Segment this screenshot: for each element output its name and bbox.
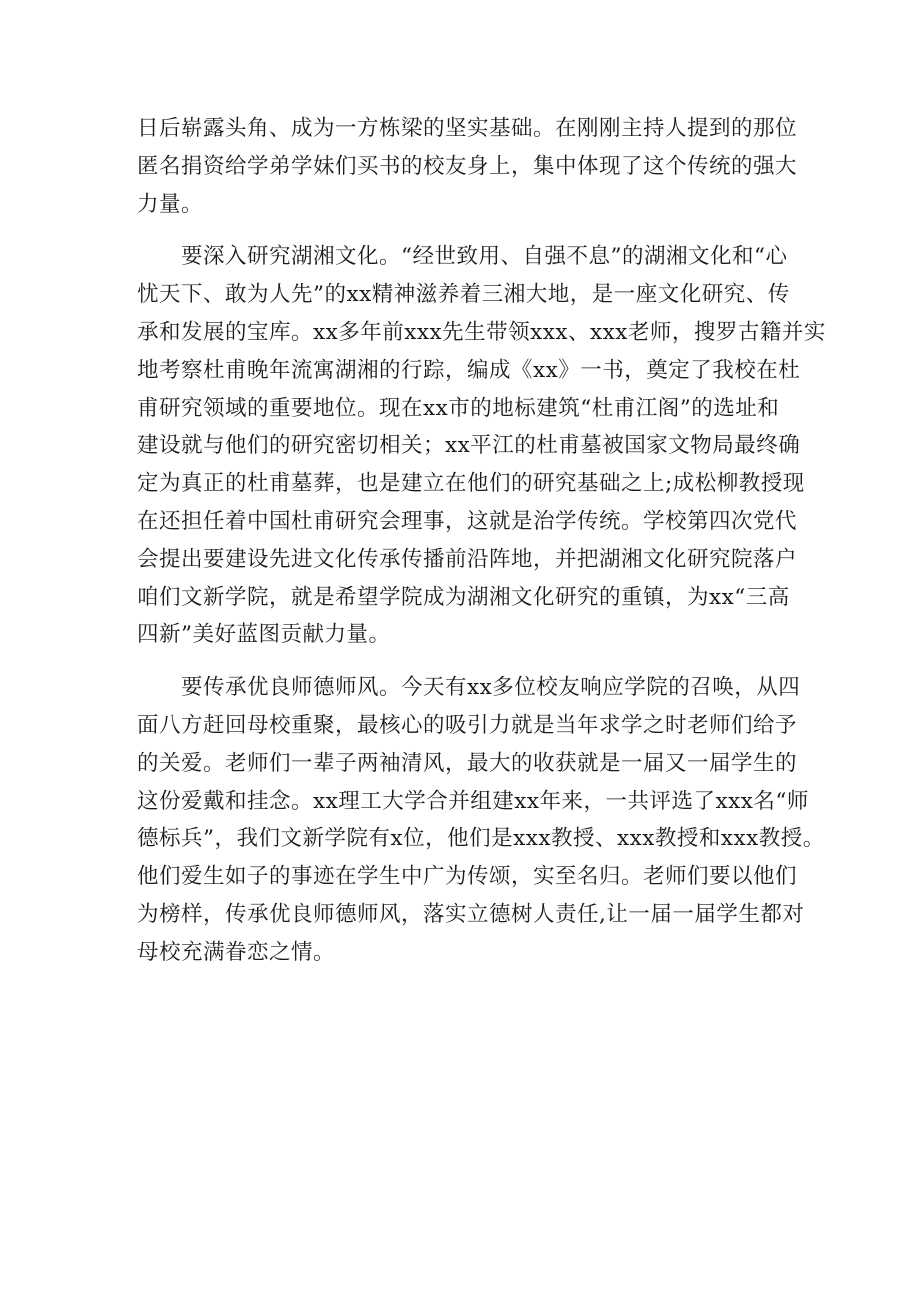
text-line: 甫研究领域的重要地位。现在xx市的地标建筑“杜甫江阁”的选址和: [137, 395, 780, 421]
text-line: 匿名捐资给学弟学妹们买书的校友身上，集中体现了这个传统的强大: [137, 153, 798, 179]
text-line: 承和发展的宝库。xx多年前xxx先生带领xxx、xxx老师，搜罗古籍并实: [137, 319, 826, 345]
paragraph-3: [137, 669, 825, 971]
text-line: 建设就与他们的研究密切相关；xx平江的杜甫墓被国家文物局最终确: [137, 433, 801, 459]
text-line: 这份爱戴和挂念。xx理工大学合并组建xx年来，一共评选了xxx名“师: [137, 788, 809, 814]
text-line: 母校充满眷恋之情。: [137, 939, 336, 965]
text-line: 要深入研究湖湘文化。“经世致用、自强不息”的湖湘文化和“心: [137, 244, 788, 270]
text-line: 地考察杜甫晚年流寓湖湘的行踪，编成《xx》一书，奠定了我校在杜: [137, 357, 801, 383]
text-line: 会提出要建设先进文化传承传播前沿阵地，并把湖湘文化研究院落户: [137, 546, 798, 572]
paragraph-1: [137, 110, 797, 223]
text-line: 的关爱。老师们一辈子两袖清风，最大的收获就是一届又一届学生的: [137, 750, 798, 776]
text-line: 忧天下、敢为人先”的xx精神滋养着三湘大地，是一座文化研究、传: [137, 282, 790, 308]
text-line: 定为真正的杜甫墓葬，也是建立在他们的研究基础之上;成松柳教授现: [137, 471, 805, 497]
text-line: 德标兵”，我们文新学院有x位，他们是xxx教授、xxx教授和xxx教授。: [137, 826, 825, 852]
text-line: 面八方赶回母校重聚，最核心的吸引力就是当年求学之时老师们给予: [137, 712, 798, 738]
text-line: 四新”美好蓝图贡献力量。: [137, 622, 391, 648]
text-line: 要传承优良师德师风。今天有xx多位校友响应学院的召唤，从四: [137, 675, 801, 701]
text-line: 他们爱生如子的事迹在学生中广为传颂，实至名归。老师们要以他们: [137, 864, 798, 890]
text-line: 咱们文新学院，就是希望学院成为湖湘文化研究的重镇，为xx“三高: [137, 584, 790, 610]
paragraph-2: [137, 238, 826, 654]
text-line: 日后崭露头角、成为一方栋梁的坚实基础。在刚刚主持人提到的那位: [137, 116, 798, 141]
paragraph-gap: [137, 223, 797, 238]
document-body: [137, 110, 826, 972]
text-line: 为榜样，传承优良师德师风，落实立德树人责任,让一届一届学生都对: [137, 901, 805, 927]
text-line: 力量。: [137, 191, 204, 217]
paragraph-gap: [137, 654, 797, 669]
text-line: 在还担任着中国杜甫研究会理事，这就是治学传统。学校第四次党代: [137, 508, 798, 534]
